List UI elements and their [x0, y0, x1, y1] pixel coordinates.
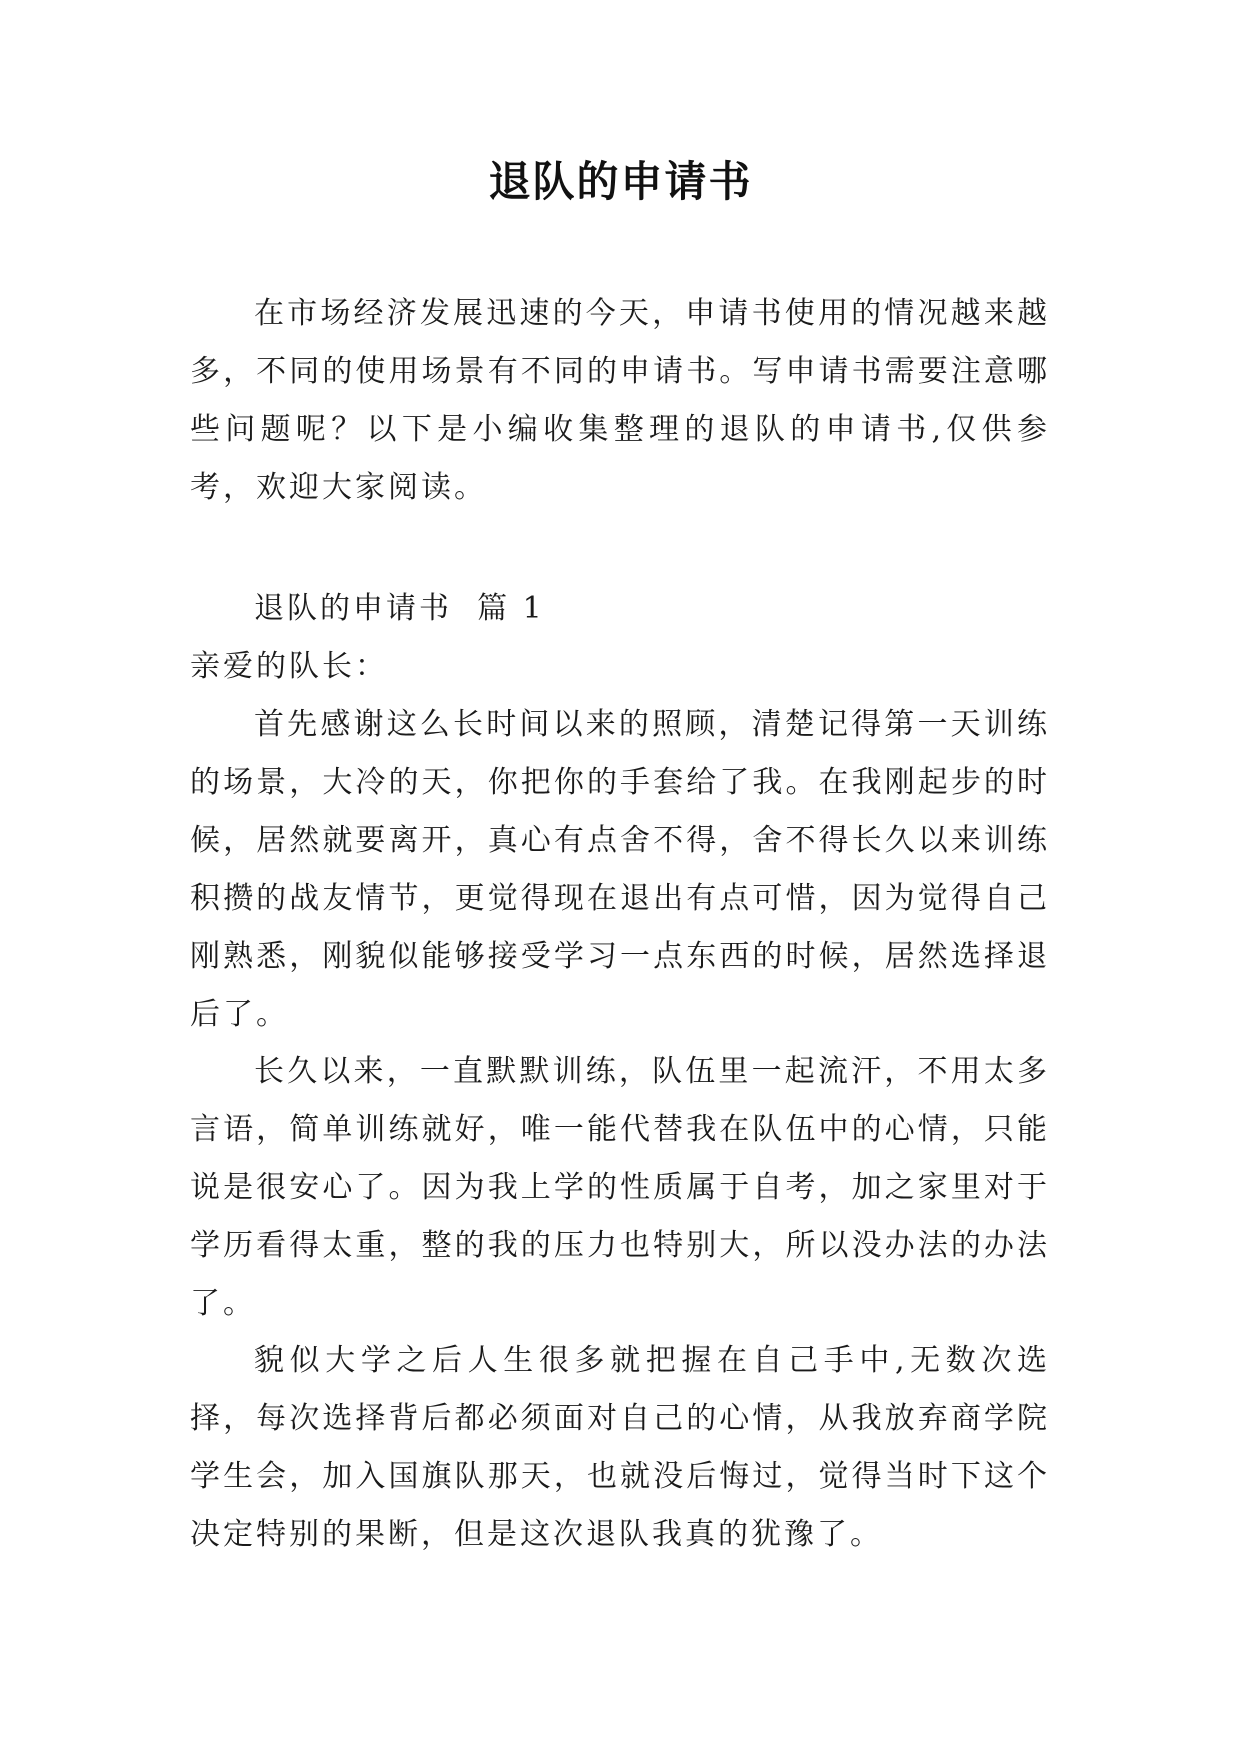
- document-title: 退队的申请书: [488, 157, 753, 206]
- body-paragraph-2: 长久以来，一直默默训练，队伍里一起流汗，不用太多言语，简单训练就好，唯一能代替我在队伍中的心情，只能说是很安心了。因为我上学的性质属于自考，加之家里对于学历看得太重，整的我的压力也特别大，所以没办法的办法了。: [190, 1054, 1050, 1321]
- body-paragraph-1: 首先感谢这么长时间以来的照顾，清楚记得第一天训练的场景，大冷的天，你把你的手套给了我。在我刚起步的时候，居然就要离开，真心有点舍不得，舍不得长久以来训练积攒的战友情节，更觉得现在退出有点可惜，因为觉得自己刚熟悉，刚貌似能够接受学习一点东西的时候，居然选择退后了。: [190, 707, 1050, 1032]
- section-heading: 退队的申请书 篇 1: [254, 591, 545, 626]
- salutation: 亲爱的队长：: [190, 649, 388, 684]
- body-paragraph-3: 貌似大学之后人生很多就把握在自己手中,无数次选择，每次选择背后都必须面对自己的心情，从我放弃商学院学生会，加入国旗队那天，也就没后悔过，觉得当时下这个决定特别的果断，但是这次退队我真的犹豫了。: [190, 1343, 1050, 1552]
- intro-paragraph: 在市场经济发展迅速的今天，申请书使用的情况越来越多，不同的使用场景有不同的申请书。写申请书需要注意哪些问题呢？以下是小编收集整理的退队的申请书,仅供参考，欢迎大家阅读。: [190, 296, 1050, 505]
